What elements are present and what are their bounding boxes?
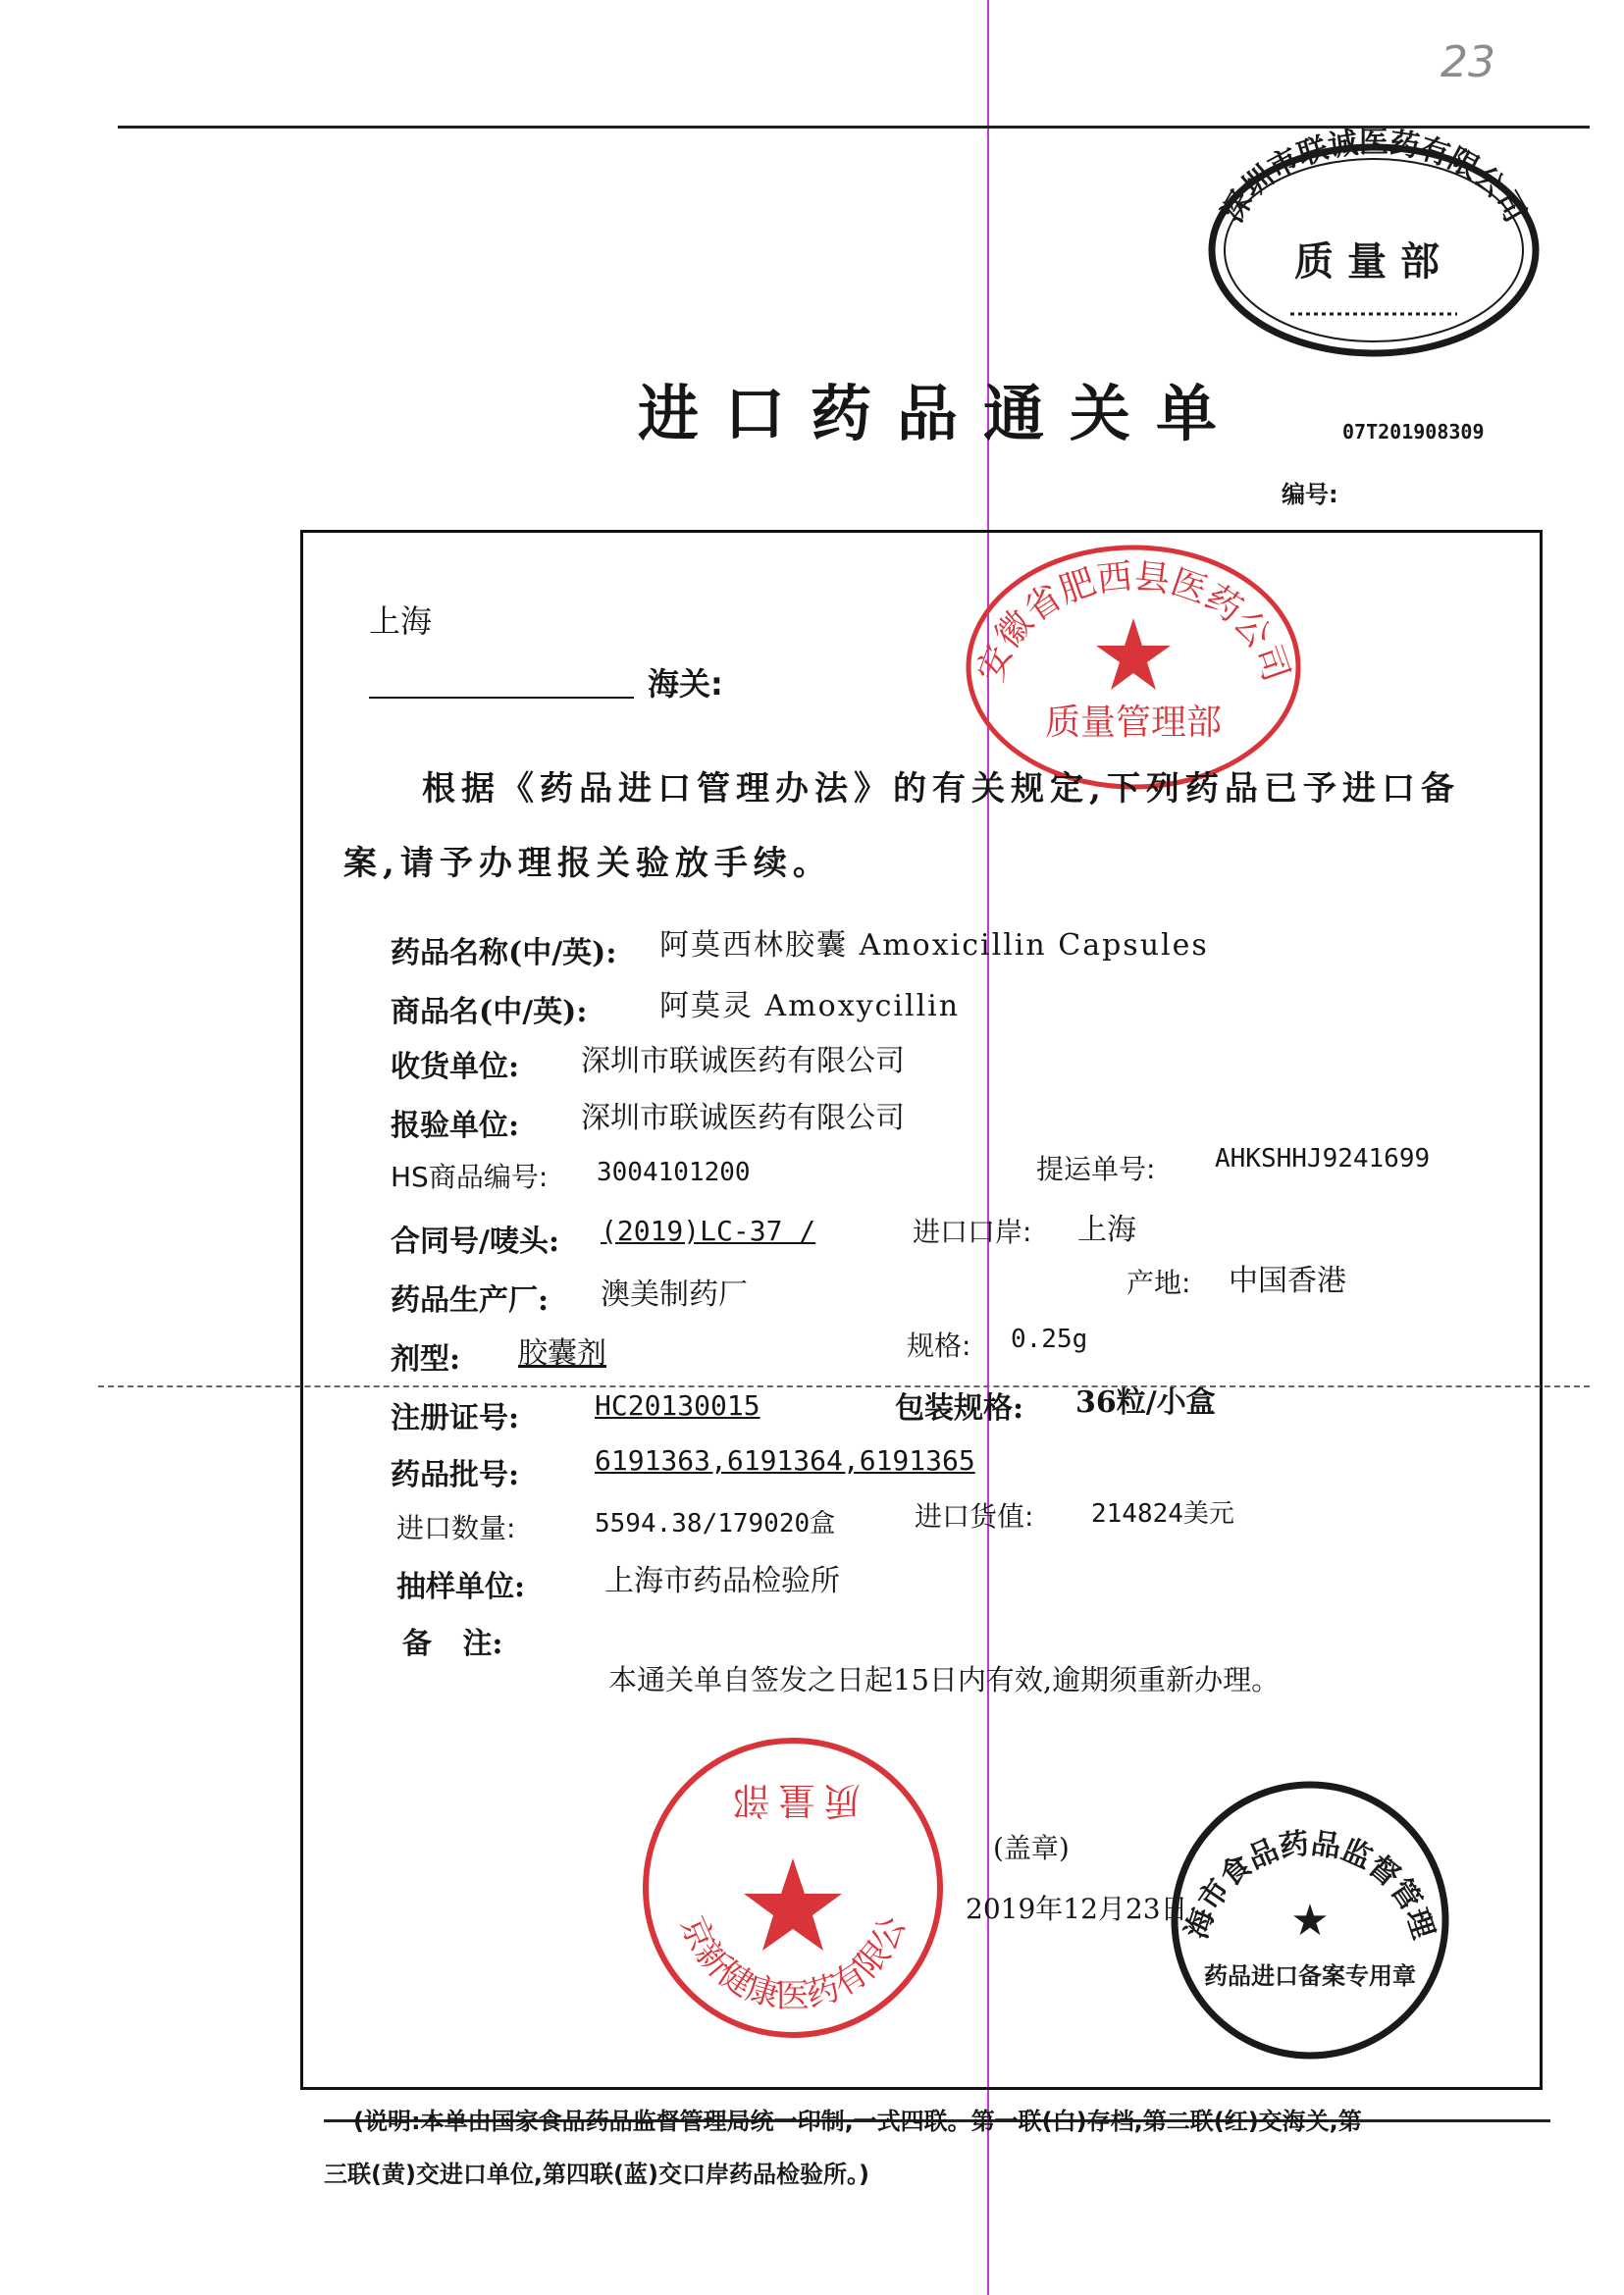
registration-value: HC20130015 — [595, 1389, 760, 1422]
stamp-black-center-text: 药品进口备案专用章 — [1204, 1962, 1416, 1990]
pack-spec-value: 36粒/小盒 — [1075, 1385, 1216, 1420]
page-title: 进口药品通关单 — [638, 378, 1243, 449]
hs-code-label: HS商品编号: — [391, 1161, 549, 1193]
consignee-label: 收货单位: — [391, 1050, 520, 1084]
trade-name-value: 阿莫灵 Amoxycillin — [659, 989, 961, 1023]
consignee-value: 深圳市联诚医药有限公司 — [581, 1044, 905, 1078]
pharma-quality-stamp-red-bottom — [619, 1700, 950, 2045]
validity-note: 本通关单自签发之日起15日内有效,逾期须重新办理。 — [608, 1663, 1281, 1696]
serial-number: 07T201908309 — [1342, 420, 1485, 443]
registration-label: 注册证号: — [391, 1401, 520, 1435]
goods-value: 214824美元 — [1091, 1499, 1234, 1529]
dosage-form-value: 胶囊剂 — [518, 1336, 606, 1371]
customs-underline — [369, 697, 634, 699]
stamp-red-bottom-arc-text: 南京新健康医药有限公司 — [619, 1700, 915, 2016]
spec-label: 规格: — [907, 1330, 971, 1362]
dosage-form-label: 剂型: — [391, 1342, 461, 1377]
quantity-label: 进口数量: — [396, 1512, 516, 1544]
svg-text:★: ★ — [1290, 1896, 1330, 1946]
stamp-top-arc-text: 深圳市联诚医药有限公司 — [1215, 126, 1533, 229]
stamp-red-top-center-text: 质量管理部 — [1044, 703, 1223, 743]
spec-value: 0.25g — [1011, 1325, 1088, 1354]
customs-suffix: 海关: — [648, 665, 723, 703]
drug-name-value: 阿莫西林胶囊 Amoxicillin Capsules — [659, 928, 1209, 963]
inspection-unit-label: 报验单位: — [391, 1109, 520, 1143]
manufacturer-value: 澳美制药厂 — [601, 1278, 748, 1312]
port-label: 进口口岸: — [913, 1216, 1032, 1248]
svg-text:深圳市联诚医药有限公司 — [1216, 126, 1533, 229]
hs-code-value: 3004101200 — [597, 1158, 751, 1187]
contract-label: 合同号/唛头: — [391, 1225, 560, 1259]
batch-value: 6191363,6191364,6191365 — [595, 1444, 975, 1477]
intro-line-2: 案,请予办理报关验放手续。 — [343, 844, 832, 883]
drug-name-label: 药品名称(中/英): — [391, 936, 617, 970]
footer-line-1: (说明:本单由国家食品药品监督管理局统一印制,一式四联。第一联(白)存档,第二联(红)交海关,第 — [353, 2108, 1362, 2135]
star-icon — [1096, 618, 1171, 690]
bill-no-label: 提运单号: — [1036, 1153, 1156, 1185]
stamp-red-bottom-center-text: 质量部 — [724, 1779, 862, 1822]
port-value: 上海 — [1077, 1213, 1136, 1247]
svg-text:南京新健康医药有限公司 — [619, 1700, 914, 2016]
seal-label: (盖章) — [993, 1832, 1070, 1864]
sampling-label: 抽样单位: — [396, 1570, 526, 1604]
intro-line-1: 根据《药品进口管理办法》的有关规定,下列药品已予进口备 — [422, 769, 1460, 808]
issue-date: 2019年12月23日 — [966, 1893, 1188, 1925]
inspection-unit-value: 深圳市联诚医药有限公司 — [581, 1101, 905, 1135]
fda-import-stamp — [1153, 1751, 1452, 2062]
trade-name-label: 商品名(中/英): — [391, 995, 588, 1029]
page-number: 23 — [1441, 37, 1495, 87]
manufacturer-label: 药品生产厂: — [391, 1283, 550, 1318]
origin-value: 中国香港 — [1229, 1264, 1346, 1298]
origin-label: 产地: — [1126, 1267, 1191, 1299]
batch-label: 药品批号: — [391, 1458, 520, 1492]
sampling-value: 上海市药品检验所 — [604, 1564, 840, 1598]
quantity-value: 5594.38/179020盒 — [595, 1509, 836, 1539]
stamp-black-arc-text: 上海市食品药品监督管理局 — [1153, 1751, 1441, 1944]
bill-no-value: AHKSHHJ9241699 — [1215, 1144, 1431, 1174]
star-icon — [744, 1858, 842, 1951]
pharma-quality-stamp-red-top — [962, 530, 1305, 785]
stamp-top-center-text: 质量部 — [1294, 239, 1453, 285]
contract-value: (2019)LC-37 / — [601, 1215, 816, 1247]
scan-dash-line — [98, 1385, 1590, 1387]
customs-city: 上海 — [369, 602, 433, 640]
number-label: 编号: — [1282, 481, 1338, 508]
company-quality-stamp-top — [1197, 118, 1550, 353]
stamp-red-top-arc-text: 安徽省肥西县医药公司 — [970, 556, 1296, 687]
pack-spec-label: 包装规格: — [895, 1391, 1024, 1426]
footer-line-2: 三联(黄)交进口单位,第四联(蓝)交口岸药品检验所。) — [324, 2161, 869, 2188]
remarks-label: 备 注: — [402, 1627, 503, 1661]
goods-value-label: 进口货值: — [915, 1500, 1034, 1533]
